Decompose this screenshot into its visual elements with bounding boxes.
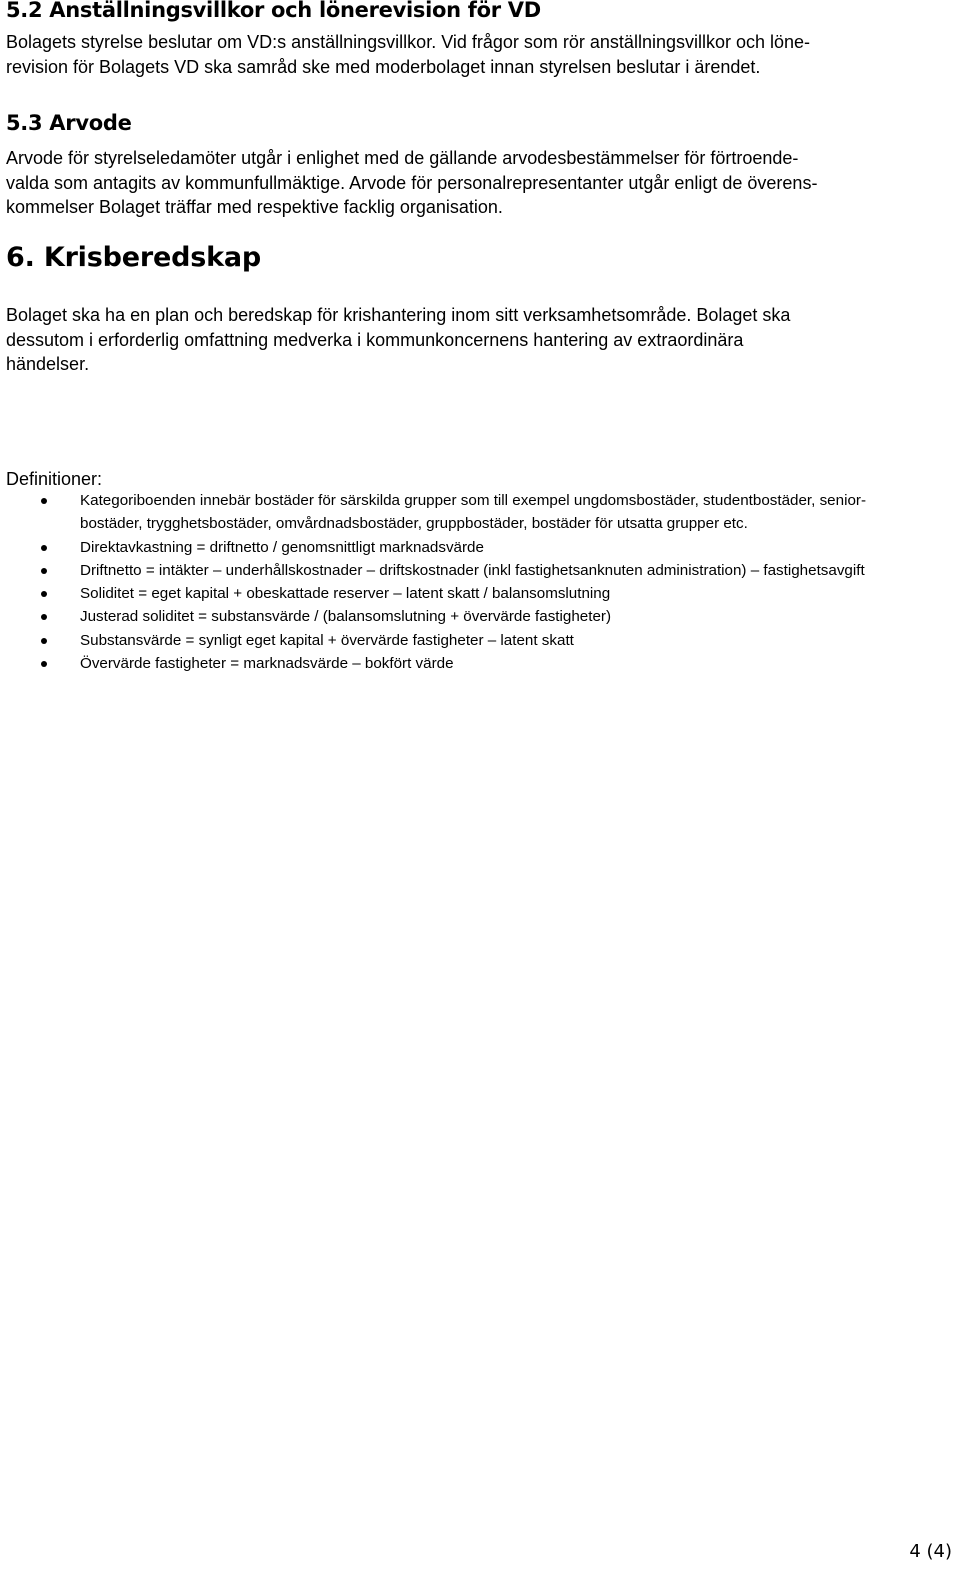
definition-text xyxy=(80,559,960,582)
definition-item xyxy=(0,652,960,675)
section-5-3-paragraph xyxy=(6,146,817,220)
definition-item xyxy=(0,582,960,605)
definition-text xyxy=(80,605,960,628)
bullet-icon xyxy=(41,591,47,597)
paragraph-line: kommelser Bolaget träffar med respektive facklig organisation. xyxy=(6,197,503,217)
bullet-icon xyxy=(41,545,47,551)
definition-item xyxy=(0,629,960,652)
paragraph-line: dessutom i erforderlig omfattning medverka i kommunkoncernens hantering av extraordinära xyxy=(6,329,744,350)
definition-item xyxy=(0,559,960,582)
definition-line: bostäder, trygghetsbostäder, omvårdnadsbostäder, gruppbostäder, bostäder för utsatta grupper etc. xyxy=(80,515,748,533)
bullet-icon xyxy=(41,568,47,574)
definition-text xyxy=(80,489,960,536)
definition-text xyxy=(80,629,960,652)
section-6-paragraph xyxy=(6,303,790,377)
paragraph-line: Bolaget ska ha en plan och beredskap för krishantering inom sitt verksamhetsområde. Bolaget ska xyxy=(6,305,791,325)
definition-line: Justerad soliditet = substansvärde / (balansomslutning + övervärde fastigheter) xyxy=(80,608,612,626)
section-5-2-heading: 5.2 Anställningsvillkor och lönerevision för VD xyxy=(6,0,541,22)
definition-line: Substansvärde = synligt eget kapital + övervärde fastigheter – latent skatt xyxy=(80,631,574,649)
paragraph-line: revision för Bolagets VD ska samråd ske med moderbolaget innan styrelsen beslutar i ärendet. xyxy=(6,56,761,77)
bullet-icon xyxy=(41,661,47,667)
definitions-label: Definitioner: xyxy=(6,469,103,489)
definition-line: Övervärde fastigheter = marknadsvärde – bokfört värde xyxy=(80,655,454,673)
definition-text xyxy=(80,652,960,675)
definition-text xyxy=(80,582,960,605)
section-5-3-heading: 5.3 Arvode xyxy=(6,111,132,135)
paragraph-line: Arvode för styrelseledamöter utgår i enlighet med de gällande arvodesbestämmelser för förtroende- xyxy=(6,148,799,168)
definition-line: Driftnetto = intäkter – underhållskostnader – driftskostnader (inkl fastighetsanknuten administration) – fastighetsavgift xyxy=(80,561,865,579)
paragraph-line: händelser. xyxy=(6,354,90,374)
section-6-heading: 6. Krisberedskap xyxy=(6,242,261,273)
bullet-icon xyxy=(41,498,47,504)
definition-line: Kategoriboenden innebär bostäder för särskilda grupper som till exempel ungdomsbostäder, studentbostäder, senior- xyxy=(80,492,867,509)
definition-item xyxy=(0,605,960,628)
definition-line: Soliditet = eget kapital + obeskattade reserver – latent skatt / balansomslutning xyxy=(80,585,611,603)
definition-item xyxy=(0,489,960,536)
definition-line: Direktavkastning = driftnetto / genomsnittligt marknadsvärde xyxy=(80,538,484,556)
definition-text xyxy=(80,536,960,559)
paragraph-line: Bolagets styrelse beslutar om VD:s anställningsvillkor. Vid frågor som rör anställningsvillkor och löne- xyxy=(6,32,811,52)
page-number: 4 (4) xyxy=(909,1541,952,1562)
bullet-icon xyxy=(41,614,47,620)
definitions-list xyxy=(0,489,960,675)
definition-item xyxy=(0,536,960,559)
paragraph-line: valda som antagits av kommunfullmäktige. Arvode för personalrepresentanter utgår enligt de överens- xyxy=(6,172,818,193)
section-5-2-paragraph xyxy=(6,30,810,79)
bullet-icon xyxy=(41,638,47,644)
